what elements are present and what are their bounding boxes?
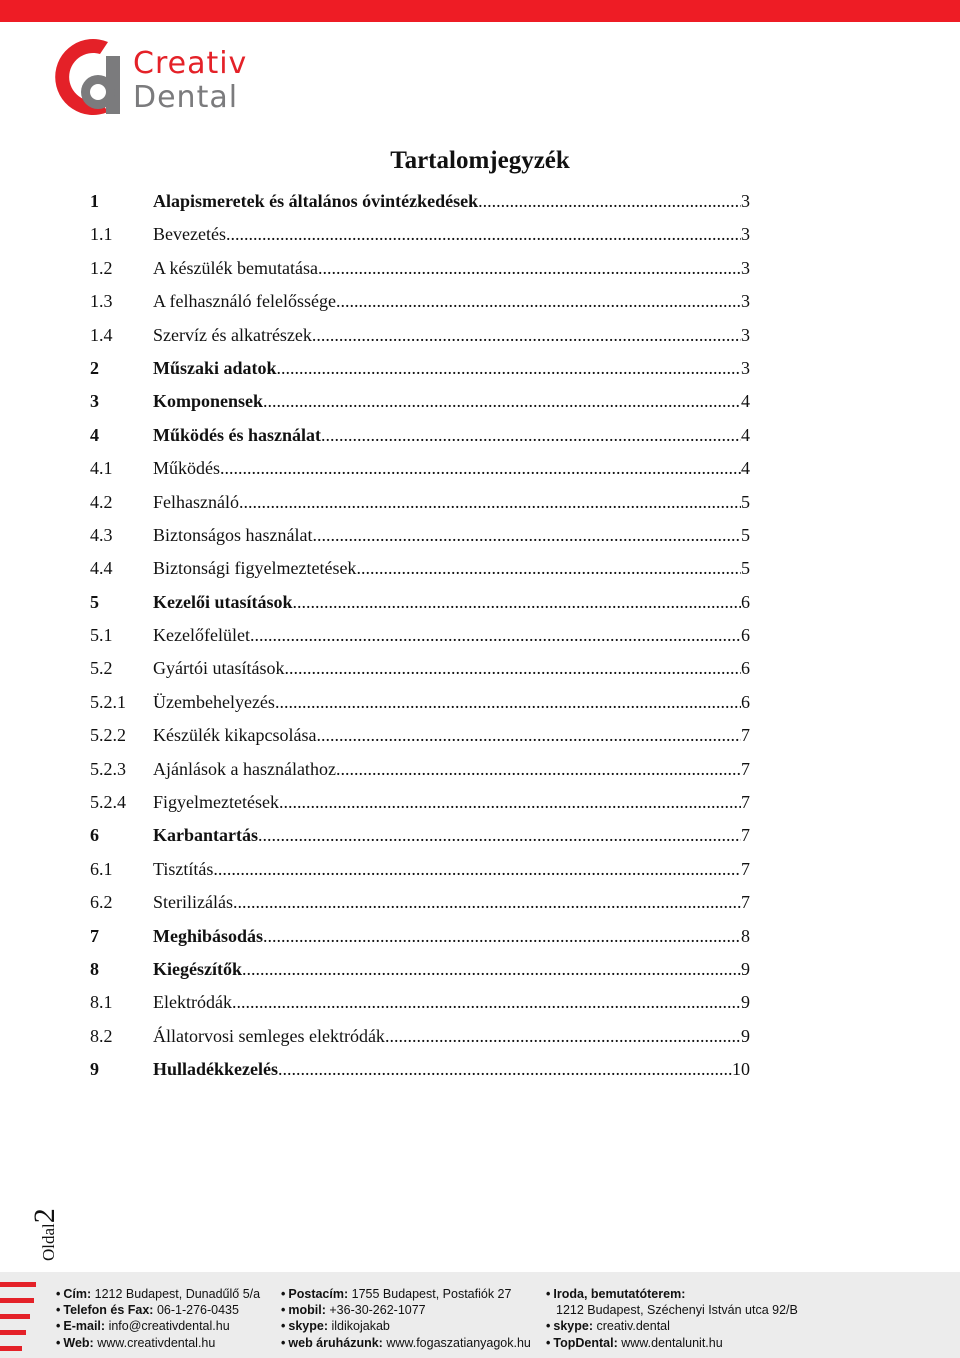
toc-entry[interactable]: [90, 452, 750, 485]
toc-entry-number: 4.1: [90, 458, 113, 479]
footer-line: • Cím: 1212 Budapest, Dunadűlő 5/a: [56, 1287, 261, 1301]
company-logo: [50, 34, 270, 124]
toc-entry-number: 5.2: [90, 658, 113, 679]
toc-entry-page: 3: [741, 257, 750, 278]
toc-entry[interactable]: [90, 753, 750, 786]
footer-postal-column: [281, 1286, 531, 1351]
toc-entry-page: 5: [741, 558, 750, 579]
toc-dot-leader: [318, 252, 741, 285]
toc-dot-leader: [279, 786, 741, 819]
footer-line: • Postacím: 1755 Budapest, Postafiók 27: [281, 1287, 512, 1301]
footer-stripes: [0, 1272, 40, 1358]
toc-entry-page: 4: [741, 424, 750, 445]
logo-word-dental: Dental: [133, 80, 239, 115]
toc-entry-label: Bevezetés: [153, 224, 226, 245]
toc-dot-leader: [312, 519, 741, 552]
footer-line: • mobil: +36-30-262-1077: [281, 1303, 426, 1318]
toc-entry[interactable]: [90, 953, 750, 986]
table-of-contents: [90, 185, 750, 1087]
toc-entry-number: 6.2: [90, 892, 113, 913]
toc-entry[interactable]: [90, 519, 750, 552]
toc-entry-number: 5.2.2: [90, 725, 126, 746]
toc-entry-label: Működés: [153, 458, 220, 479]
toc-entry[interactable]: [90, 419, 750, 452]
toc-entry[interactable]: [90, 218, 750, 251]
toc-entry-number: 1.2: [90, 257, 113, 278]
footer-line: • web áruházunk: www.fogaszatianyagok.hu: [281, 1335, 531, 1350]
toc-entry-label: Sterilizálás: [153, 892, 233, 913]
toc-entry-page: 3: [741, 324, 750, 345]
toc-entry-page: 7: [741, 825, 750, 846]
toc-entry-number: 1: [90, 191, 99, 211]
toc-entry-number: 1.3: [90, 291, 113, 312]
footer-stripe: [0, 1346, 22, 1351]
toc-entry-page: 3: [741, 357, 750, 378]
toc-entry-label: Üzembehelyezés: [153, 691, 275, 712]
toc-entry-page: 9: [741, 992, 750, 1013]
toc-entry-page: 6: [741, 625, 750, 646]
page-number: 2: [28, 1208, 61, 1224]
toc-dot-leader: [293, 586, 742, 619]
footer-line: • Telefon és Fax: 06-1-276-0435: [56, 1303, 239, 1318]
logo-mark-icon: [50, 34, 132, 120]
footer-line: • skype: ildikojakab: [281, 1319, 390, 1334]
toc-entry-page: 6: [741, 691, 750, 712]
toc-entry-page: 7: [741, 892, 750, 913]
toc-entry-number: 1.1: [90, 224, 113, 245]
toc-dot-leader: [242, 953, 741, 986]
toc-entry[interactable]: [90, 786, 750, 819]
toc-dot-leader: [250, 619, 741, 652]
toc-entry-page: 3: [741, 191, 750, 211]
toc-entry-page: 8: [741, 925, 750, 946]
toc-entry-label: Tisztítás: [153, 858, 214, 879]
toc-entry[interactable]: [90, 486, 750, 519]
toc-dot-leader: [226, 218, 741, 251]
toc-dot-leader: [316, 719, 741, 752]
top-accent-bar: [0, 0, 960, 22]
toc-entry-number: 8.1: [90, 992, 113, 1013]
toc-entry-page: 7: [741, 725, 750, 746]
toc-entry-number: 1.4: [90, 324, 113, 345]
toc-entry-page: 7: [741, 758, 750, 779]
toc-entry-page: 3: [741, 291, 750, 312]
toc-entry-number: 6.1: [90, 858, 113, 879]
toc-dot-leader: [263, 385, 741, 418]
toc-entry-page: 3: [741, 224, 750, 245]
toc-entry[interactable]: [90, 385, 750, 418]
toc-dot-leader: [284, 652, 741, 685]
toc-dot-leader: [213, 853, 741, 886]
toc-entry[interactable]: [90, 719, 750, 752]
footer: [0, 1272, 960, 1358]
toc-entry-label: Karbantartás: [153, 825, 258, 846]
toc-entry[interactable]: [90, 920, 750, 953]
footer-line: 1212 Budapest, Széchenyi István utca 92/B: [556, 1303, 798, 1318]
toc-entry-label: Hulladékkezelés: [153, 1059, 278, 1080]
toc-dot-leader: [478, 185, 741, 218]
toc-entry-number: 5.1: [90, 625, 113, 646]
toc-dot-leader: [321, 419, 741, 452]
footer-line: • Web: www.creativdental.hu: [56, 1335, 216, 1350]
toc-entry[interactable]: [90, 819, 750, 852]
toc-dot-leader: [258, 819, 741, 852]
toc-entry[interactable]: [90, 285, 750, 318]
toc-dot-leader: [336, 753, 741, 786]
footer-stripe: [0, 1298, 34, 1303]
toc-entry[interactable]: [90, 686, 750, 719]
toc-entry[interactable]: [90, 853, 750, 886]
toc-entry-number: 8.2: [90, 1025, 113, 1046]
toc-entry-label: A készülék bemutatása: [153, 257, 318, 278]
toc-entry-page: 6: [741, 591, 750, 612]
toc-title: Tartalomjegyzék: [390, 147, 570, 174]
toc-dot-leader: [385, 1020, 741, 1053]
toc-entry-number: 5.2.4: [90, 792, 126, 813]
toc-entry[interactable]: [90, 619, 750, 652]
toc-entry-label: Alapismeretek és általános óvintézkedések: [153, 191, 479, 211]
toc-entry-page: 9: [741, 1025, 750, 1046]
toc-entry-page: 5: [741, 524, 750, 545]
toc-entry-page: 4: [741, 458, 750, 479]
toc-entry-label: Műszaki adatok: [153, 357, 277, 378]
toc-dot-leader: [220, 452, 741, 485]
toc-dot-leader: [233, 886, 741, 919]
logo-word-creativ: Creativ: [133, 46, 248, 81]
toc-entry-page: 6: [741, 658, 750, 679]
toc-entry-number: 9: [90, 1059, 99, 1080]
toc-entry[interactable]: [90, 1020, 750, 1053]
toc-dot-leader: [312, 319, 741, 352]
toc-entry-number: 6: [90, 825, 99, 846]
footer-line: • Iroda, bemutatóterem:: [546, 1287, 686, 1301]
toc-dot-leader: [278, 1053, 732, 1086]
toc-entry[interactable]: [90, 652, 750, 685]
toc-entry-label: Állatorvosi semleges elektródák: [153, 1025, 385, 1046]
toc-entry-label: Készülék kikapcsolása: [153, 725, 317, 746]
toc-entry-number: 5.2.1: [90, 691, 126, 712]
toc-entry[interactable]: [90, 352, 750, 385]
toc-entry-number: 2: [90, 357, 99, 378]
toc-entry-number: 5.2.3: [90, 758, 126, 779]
side-page-number: [28, 1196, 68, 1261]
toc-entry-number: 3: [90, 391, 99, 412]
toc-entry-number: 4.4: [90, 558, 113, 579]
toc-entry-page: 9: [741, 958, 750, 979]
toc-entry-label: Gyártói utasítások: [153, 658, 285, 679]
toc-entry-label: Kiegészítők: [153, 958, 242, 979]
toc-entry-page: 5: [741, 491, 750, 512]
toc-entry[interactable]: [90, 986, 750, 1019]
toc-entry-label: Biztonsági figyelmeztetések: [153, 558, 357, 579]
toc-dot-leader: [336, 285, 741, 318]
footer-stripe: [0, 1282, 36, 1287]
toc-entry-label: Működés és használat: [153, 424, 322, 445]
toc-entry-label: Komponensek: [153, 391, 264, 412]
toc-entry-label: Szervíz és alkatrészek: [153, 324, 312, 345]
toc-entry-label: Figyelmeztetések: [153, 792, 279, 813]
toc-entry-label: Kezelői utasítások: [153, 591, 293, 612]
toc-entry[interactable]: [90, 552, 750, 585]
toc-entry[interactable]: [90, 886, 750, 919]
toc-entry-label: Ajánlások a használathoz: [153, 758, 336, 779]
toc-dot-leader: [275, 686, 741, 719]
toc-entry[interactable]: [90, 586, 750, 619]
footer-line: • skype: creativ.dental: [546, 1319, 670, 1334]
toc-entry[interactable]: [90, 1053, 750, 1086]
toc-dot-leader: [277, 352, 741, 385]
toc-entry-number: 5: [90, 591, 99, 612]
toc-entry-page: 7: [741, 792, 750, 813]
toc-entry-number: 4.2: [90, 491, 113, 512]
toc-entry-number: 4.3: [90, 524, 113, 545]
toc-entry[interactable]: [90, 252, 750, 285]
toc-entry-page: 7: [741, 858, 750, 879]
toc-dot-leader: [239, 486, 741, 519]
toc-entry-number: 8: [90, 958, 99, 979]
footer-line: • E-mail: info@creativdental.hu: [56, 1319, 230, 1334]
footer-line: • TopDental: www.dentalunit.hu: [546, 1335, 723, 1350]
toc-entry-page: 4: [741, 391, 750, 412]
footer-office-column: [546, 1286, 798, 1351]
toc-entry-label: Meghibásodás: [153, 925, 264, 946]
toc-entry[interactable]: [90, 185, 750, 218]
toc-entry-label: Biztonságos használat: [153, 524, 313, 545]
footer-stripe: [0, 1314, 30, 1319]
toc-entry-label: Kezelőfelület: [153, 625, 250, 646]
toc-entry-number: 7: [90, 925, 99, 946]
toc-entry-label: Elektródák: [153, 992, 232, 1013]
page-label: Oldal: [39, 1223, 58, 1261]
toc-entry[interactable]: [90, 319, 750, 352]
toc-entry-number: 4: [90, 424, 99, 445]
toc-dot-leader: [263, 920, 741, 953]
footer-stripe: [0, 1330, 26, 1335]
toc-dot-leader: [232, 986, 741, 1019]
toc-entry-page: 10: [732, 1059, 750, 1080]
toc-entry-label: Felhasználó: [153, 491, 239, 512]
toc-dot-leader: [356, 552, 741, 585]
toc-entry-label: A felhasználó felelőssége: [153, 291, 336, 312]
footer-contact-column: [56, 1286, 260, 1351]
